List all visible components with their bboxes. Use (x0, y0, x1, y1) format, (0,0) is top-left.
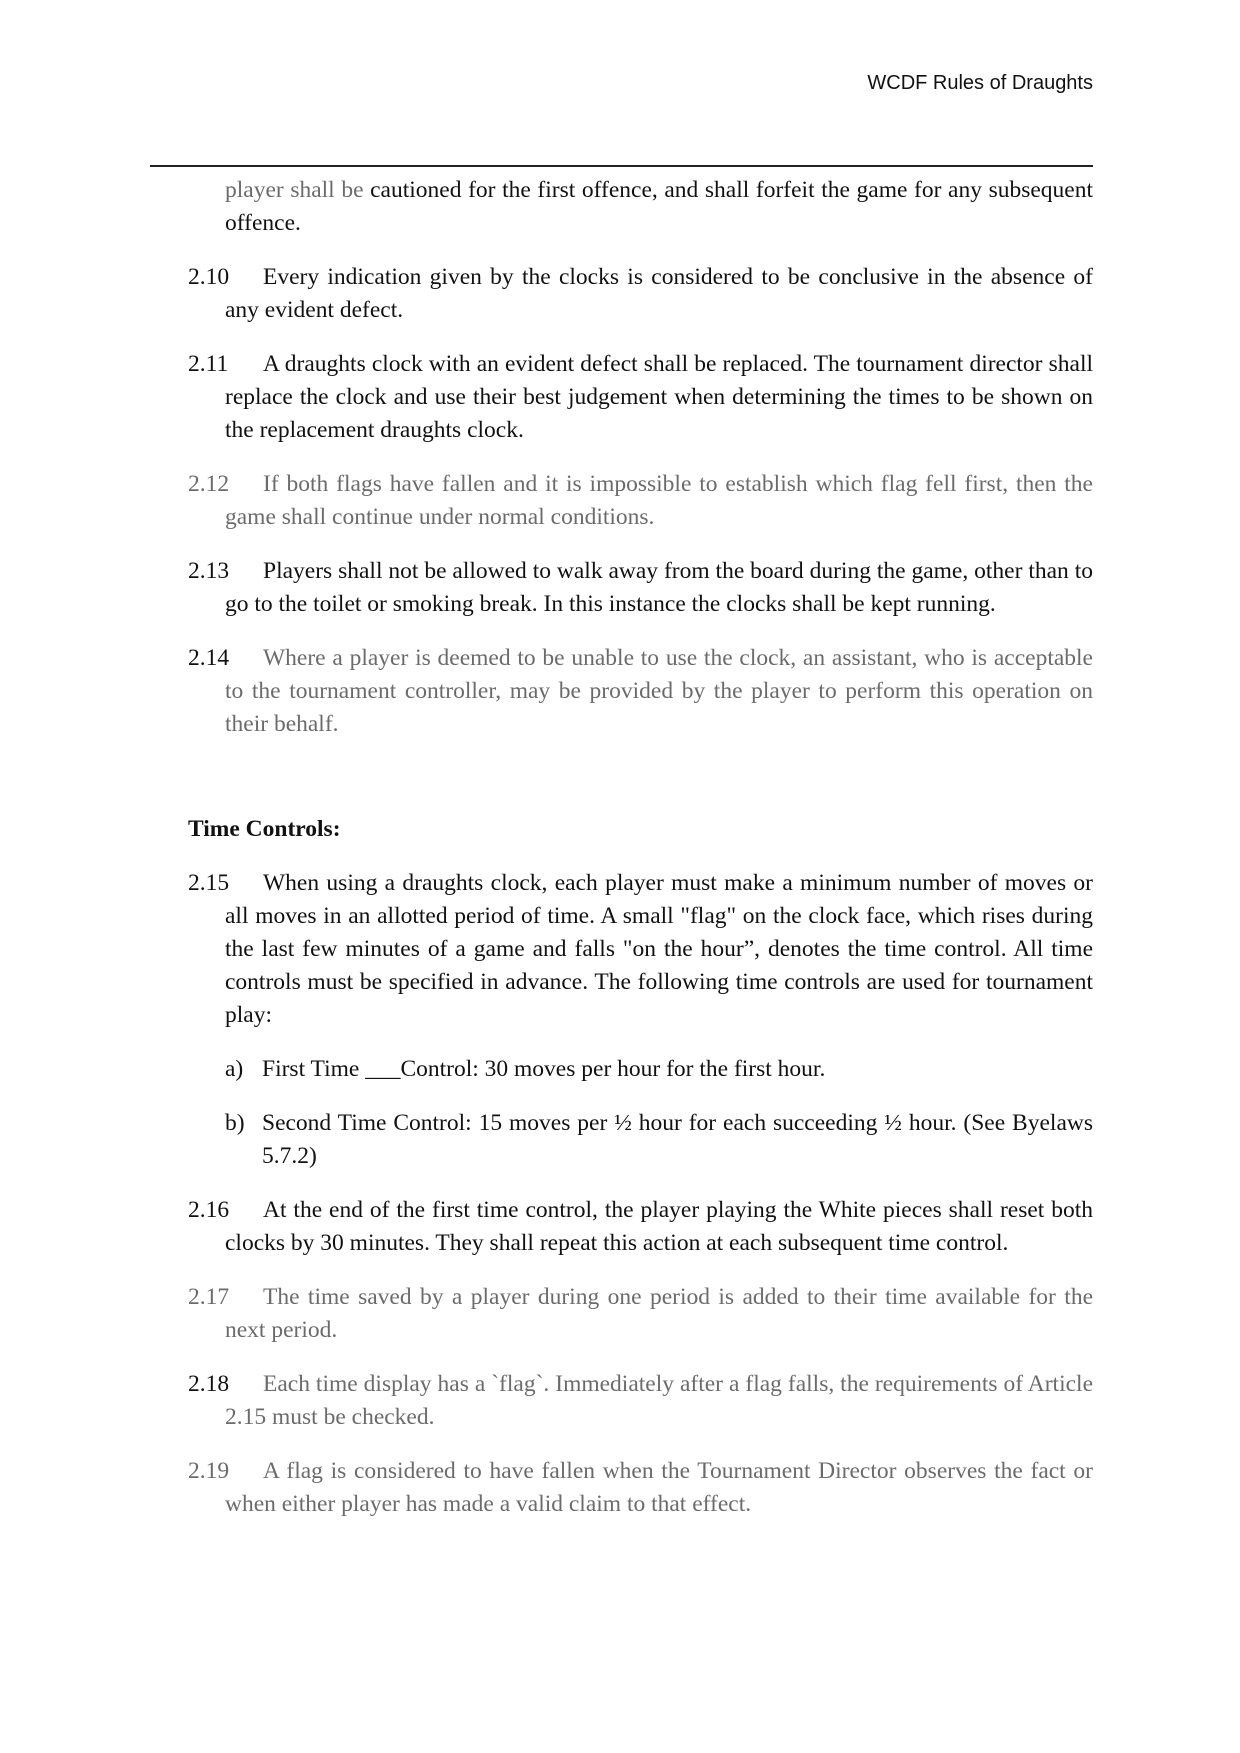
clause-number: 2.16 (188, 1197, 230, 1223)
sub-item-a (188, 1053, 1093, 1086)
continuation-paragraph (225, 174, 1093, 240)
clause-number: 2.13 (188, 558, 230, 584)
clause-2-18 (188, 1368, 1093, 1434)
sub-item-text: Second Time Control: 15 moves per ½ hour for each succeeding ½ hour. (See Byelaws 5.7.2) (262, 1110, 1093, 1169)
document-body (188, 174, 1093, 1542)
clause-text: At the end of the first time control, the player playing the White pieces shall reset both clocks by 30 minutes. They shall repeat this action at each subsequent time control. (225, 1197, 1093, 1256)
clause-text: Every indication given by the clocks is considered to be conclusive in the absence of any evident defect. (225, 264, 1093, 323)
sub-item-label: b) (225, 1110, 245, 1136)
clause-number: 2.12 (188, 471, 230, 497)
clause-2-14 (188, 642, 1093, 741)
clause-text: A flag is considered to have fallen when the Tournament Director observes the fact or when either player has made a valid claim to that effect. (225, 1458, 1093, 1517)
section-heading: Time Controls: (188, 816, 341, 842)
clause-2-11 (188, 348, 1093, 447)
clause-number: 2.10 (188, 264, 230, 290)
clause-text: Each time display has a `flag`. Immediately after a flag falls, the requirements of Article 2.15 must be checked. (225, 1371, 1093, 1430)
clause-text: Where a player is deemed to be unable to use the clock, an assistant, who is acceptable to the tournament controller, may be provided by the player to perform this operation on their behalf. (225, 645, 1093, 737)
clause-2-10 (188, 261, 1093, 327)
continuation-text: cautioned for the first offence, and shall forfeit the game for any subsequent offence. (225, 177, 1093, 236)
clause-text: The time saved by a player during one period is added to their time available for the next period. (225, 1284, 1093, 1343)
sub-item-b (188, 1107, 1093, 1173)
clause-number: 2.15 (188, 870, 230, 896)
clause-text: When using a draughts clock, each player must make a minimum number of moves or all moves in an allotted period of time. A small "flag" on the clock face, which rises during the last few minutes of a game and falls "on the hour”, denotes the time control. All time controls must be specified in advance. The following time controls are used for tournament play: (225, 870, 1093, 1028)
clause-text: A draughts clock with an evident defect shall be replaced. The tournament director shall replace the clock and use their best judgement when determining the times to be shown on the replacement draughts clock. (225, 351, 1093, 443)
clause-2-17 (188, 1281, 1093, 1347)
clause-2-15 (188, 867, 1093, 1032)
clause-number: 2.19 (188, 1458, 230, 1484)
header-divider (150, 165, 1093, 167)
clause-number: 2.11 (188, 351, 229, 377)
clause-text: If both flags have fallen and it is impossible to establish which flag fell first, then the game shall continue under normal conditions. (225, 471, 1093, 530)
clause-text: Players shall not be allowed to walk away from the board during the game, other than to go to the toilet or smoking break. In this instance the clocks shall be kept running. (225, 558, 1093, 617)
clause-number: 2.14 (188, 645, 230, 671)
clause-number: 2.18 (188, 1371, 230, 1397)
clause-number: 2.17 (188, 1284, 230, 1310)
clause-2-13 (188, 555, 1093, 621)
continuation-grey-text: player shall be (225, 177, 364, 203)
clause-2-12 (188, 468, 1093, 534)
sub-item-text: First Time ___Control: 30 moves per hour for the first hour. (262, 1056, 826, 1082)
clause-2-16 (188, 1194, 1093, 1260)
sub-item-label: a) (225, 1056, 244, 1082)
clause-2-19 (188, 1455, 1093, 1521)
running-header: WCDF Rules of Draughts (867, 72, 1093, 94)
